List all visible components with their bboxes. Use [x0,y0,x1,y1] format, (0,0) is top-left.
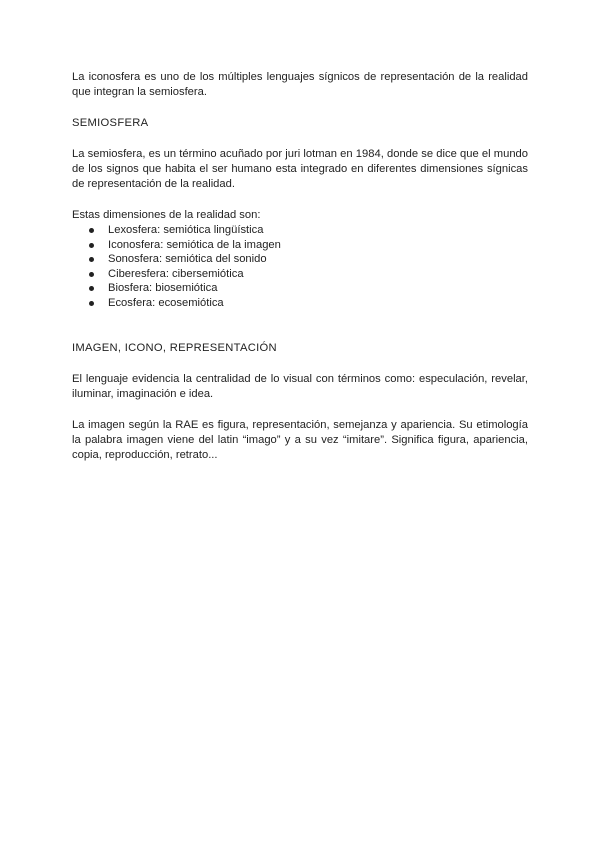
bullet-icon [89,286,94,291]
list-item: Ciberesfera: cibersemiótica [89,267,528,282]
list-item: Biosfera: biosemiótica [89,281,528,296]
bullet-icon [89,301,94,306]
intro-paragraph: La iconosfera es uno de los múltiples lenguajes sígnicos de representación de la realidad que integran la semiosfera. [72,71,528,98]
imagen-heading: IMAGEN, ICONO, REPRESENTACIÓN [72,341,277,354]
list-item: Lexosfera: semiótica lingüística [89,223,528,238]
bullet-icon [89,228,94,233]
imagen-paragraph-1: El lenguaje evidencia la centralidad de lo visual con términos como: especulación, revelar, iluminar, imaginación e idea. [72,372,528,400]
dimensions-list [72,223,528,311]
list-item: Sonosfera: semiótica del sonido [89,252,528,267]
bullet-icon [89,257,94,262]
bullet-icon [89,272,94,277]
bullet-icon [89,243,94,248]
dimensions-intro: Estas dimensiones de la realidad son: [72,209,261,221]
semiosfera-paragraph: La semiosfera, es un término acuñado por juri lotman en 1984, donde se dice que el mundo de los signos que habita el ser humano esta integrado en diferentes dimensiones sígnicas de representación de la realidad. [72,148,528,190]
semiosfera-heading: SEMIOSFERA [72,117,149,129]
list-item: Iconosfera: semiótica de la imagen [89,238,528,253]
list-item: Ecosfera: ecosemiótica [89,296,528,311]
imagen-paragraph-2: La imagen según la RAE es figura, representación, semejanza y apariencia. Su etimología la palabra imagen viene del latin “imago” y a su vez “imitare”. Significa figura, apariencia, copia, reproducción, retrato... [72,418,528,461]
